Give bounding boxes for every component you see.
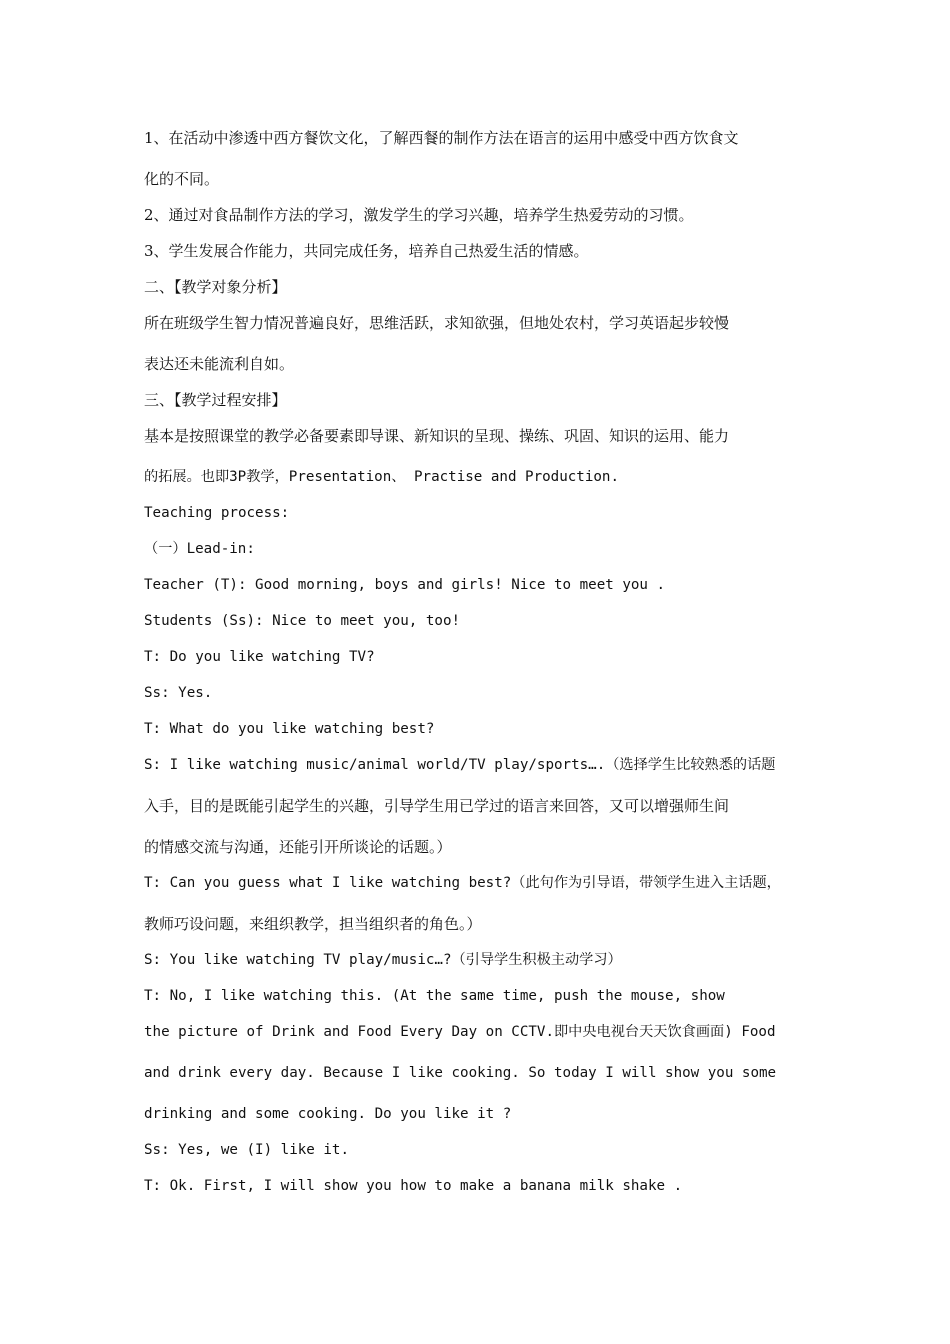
dialogue-line-7-cont: 教师巧设问题，来组织教学，担当组织者的角色。）	[144, 915, 482, 933]
analysis-line-2: 表达还未能流利自如。	[144, 355, 295, 373]
dialogue-line-3: T: Do you like watching TV?	[144, 649, 375, 665]
analysis-line-1: 所在班级学生智力情况普遍良好，思维活跃，求知欲强，但地处农村，学习英语起步较慢	[144, 314, 730, 332]
objective-1-line-1: 1、在活动中渗透中西方餐饮文化，了解西餐的制作方法在语言的运用中感受中西方饮食文	[144, 129, 739, 147]
dialogue-line-6-cont-1: 入手，目的是既能引起学生的兴趣，引导学生用已学过的语言来回答，又可以增强师生间	[144, 797, 730, 815]
dialogue-line-6: S: I like watching music/animal world/TV play/sports….（选择学生比较熟悉的话题	[144, 757, 776, 773]
dialogue-line-4: Ss: Yes.	[144, 685, 213, 701]
dialogue-line-2: Students (Ss): Nice to meet you, too!	[144, 613, 461, 629]
section-heading-2: 二、【教学对象分析】	[144, 278, 287, 296]
dialogue-line-7: T: Can you guess what I like watching best?（此句作为引导语，带领学生进入主话题，	[144, 875, 781, 891]
lead-in-heading: （一）Lead-in:	[144, 541, 255, 557]
dialogue-line-11: T: Ok. First, I will show you how to make a banana milk shake .	[144, 1178, 683, 1194]
dialogue-line-10: Ss: Yes, we (I) like it.	[144, 1142, 349, 1158]
objective-2: 2、通过对食品制作方法的学习，激发学生的学习兴趣，培养学生热爱劳动的习惯。	[144, 206, 694, 224]
dialogue-line-8: S: You like watching TV play/music…?（引导学生积极主动学习）	[144, 952, 622, 968]
dialogue-line-5: T: What do you like watching best?	[144, 721, 435, 737]
objective-1-line-2: 化的不同。	[144, 170, 220, 188]
dialogue-line-9-cont-1: the picture of Drink and Food Every Day on CCTV.即中央电视台天天饮食画面) Food	[144, 1024, 776, 1040]
process-intro-line-1: 基本是按照课堂的教学必备要素即导课、新知识的呈现、操练、巩固、知识的运用、能力	[144, 427, 730, 445]
teaching-process-heading: Teaching process:	[144, 505, 290, 521]
dialogue-line-1: Teacher (T): Good morning, boys and girls! Nice to meet you .	[144, 577, 666, 593]
dialogue-line-6-cont-2: 的情感交流与沟通，还能引开所谈论的话题。）	[144, 838, 452, 856]
section-heading-3: 三、【教学过程安排】	[144, 391, 287, 409]
dialogue-line-9-cont-2: and drink every day. Because I like cooking. So today I will show you some	[144, 1065, 777, 1081]
process-intro-line-2: 的拓展。也即3P教学，Presentation、 Practise and Production.	[144, 469, 619, 485]
objective-3: 3、学生发展合作能力，共同完成任务，培养自己热爱生活的情感。	[144, 242, 589, 260]
dialogue-line-9-cont-3: drinking and some cooking. Do you like it ?	[144, 1106, 512, 1122]
dialogue-line-9: T: No, I like watching this. (At the same time, push the mouse, show	[144, 988, 725, 1004]
